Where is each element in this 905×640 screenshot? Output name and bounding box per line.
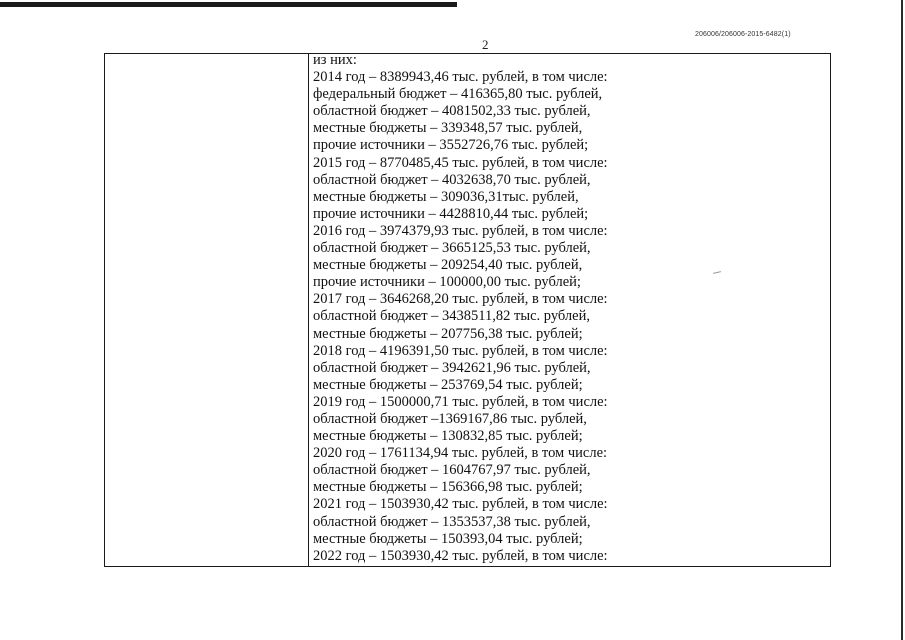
text-line: 2017 год – 3646268,20 тыс. рублей, в том числе:: [313, 291, 608, 308]
text-line: 2022 год – 1503930,42 тыс. рублей, в том числе:: [313, 547, 608, 564]
scan-right-edge: [901, 0, 903, 640]
table-column-divider: [308, 53, 309, 567]
text-line: местные бюджеты – 207756,38 тыс. рублей;: [313, 325, 583, 342]
text-line: областной бюджет – 4032638,70 тыс. рублей,: [313, 171, 591, 188]
text-line: местные бюджеты – 156366,98 тыс. рублей;: [313, 479, 583, 496]
text-line: областной бюджет – 3438511,82 тыс. рублей,: [313, 308, 590, 325]
text-line: областной бюджет – 1353537,38 тыс. рублей,: [313, 513, 591, 530]
budget-table: [104, 53, 831, 567]
text-line: 2021 год – 1503930,42 тыс. рублей, в том числе:: [313, 496, 608, 513]
text-line: областной бюджет –1369167,86 тыс. рублей,: [313, 410, 587, 427]
text-line: 2020 год – 1761134,94 тыс. рублей, в том числе:: [313, 445, 608, 462]
funding-text-cell: [313, 52, 608, 565]
text-line: 2019 год – 1500000,71 тыс. рублей, в том числе:: [313, 393, 608, 410]
text-line: областной бюджет – 3665125,53 тыс. рублей,: [313, 240, 591, 257]
text-line: областной бюджет – 4081502,33 тыс. рублей,: [313, 103, 591, 120]
text-line: местные бюджеты – 209254,40 тыс. рублей,: [313, 257, 583, 274]
text-line: 2015 год – 8770485,45 тыс. рублей, в том числе:: [313, 154, 608, 171]
text-line: 2018 год – 4196391,50 тыс. рублей, в том числе:: [313, 342, 608, 359]
text-line: прочие источники – 100000,00 тыс. рублей;: [313, 274, 581, 291]
text-line: 2014 год – 8389943,46 тыс. рублей, в том числе:: [313, 69, 608, 86]
text-line: местные бюджеты – 130832,85 тыс. рублей;: [313, 428, 583, 445]
text-line: местные бюджеты – 339348,57 тыс. рублей,: [313, 120, 583, 137]
text-line: местные бюджеты – 150393,04 тыс. рублей;: [313, 530, 583, 547]
text-line: областной бюджет – 1604767,97 тыс. рублей,: [313, 462, 591, 479]
text-line: из них:: [313, 52, 357, 68]
text-line: областной бюджет – 3942621,96 тыс. рублей,: [313, 359, 591, 376]
text-line: федеральный бюджет – 416365,80 тыс. рублей,: [313, 86, 603, 103]
document-id: 206006/206006-2015-6482(1): [695, 31, 791, 38]
page-number: 2: [482, 37, 489, 52]
text-line: 2016 год – 3974379,93 тыс. рублей, в том числе:: [313, 222, 608, 239]
text-line: прочие источники – 3552726,76 тыс. рублей;: [313, 137, 589, 154]
text-line: местные бюджеты – 309036,31тыс. рублей,: [313, 188, 579, 205]
text-line: прочие источники – 4428810,44 тыс. рублей;: [313, 205, 589, 222]
scan-top-rule: [0, 2, 457, 7]
text-line: местные бюджеты – 253769,54 тыс. рублей;: [313, 376, 583, 393]
